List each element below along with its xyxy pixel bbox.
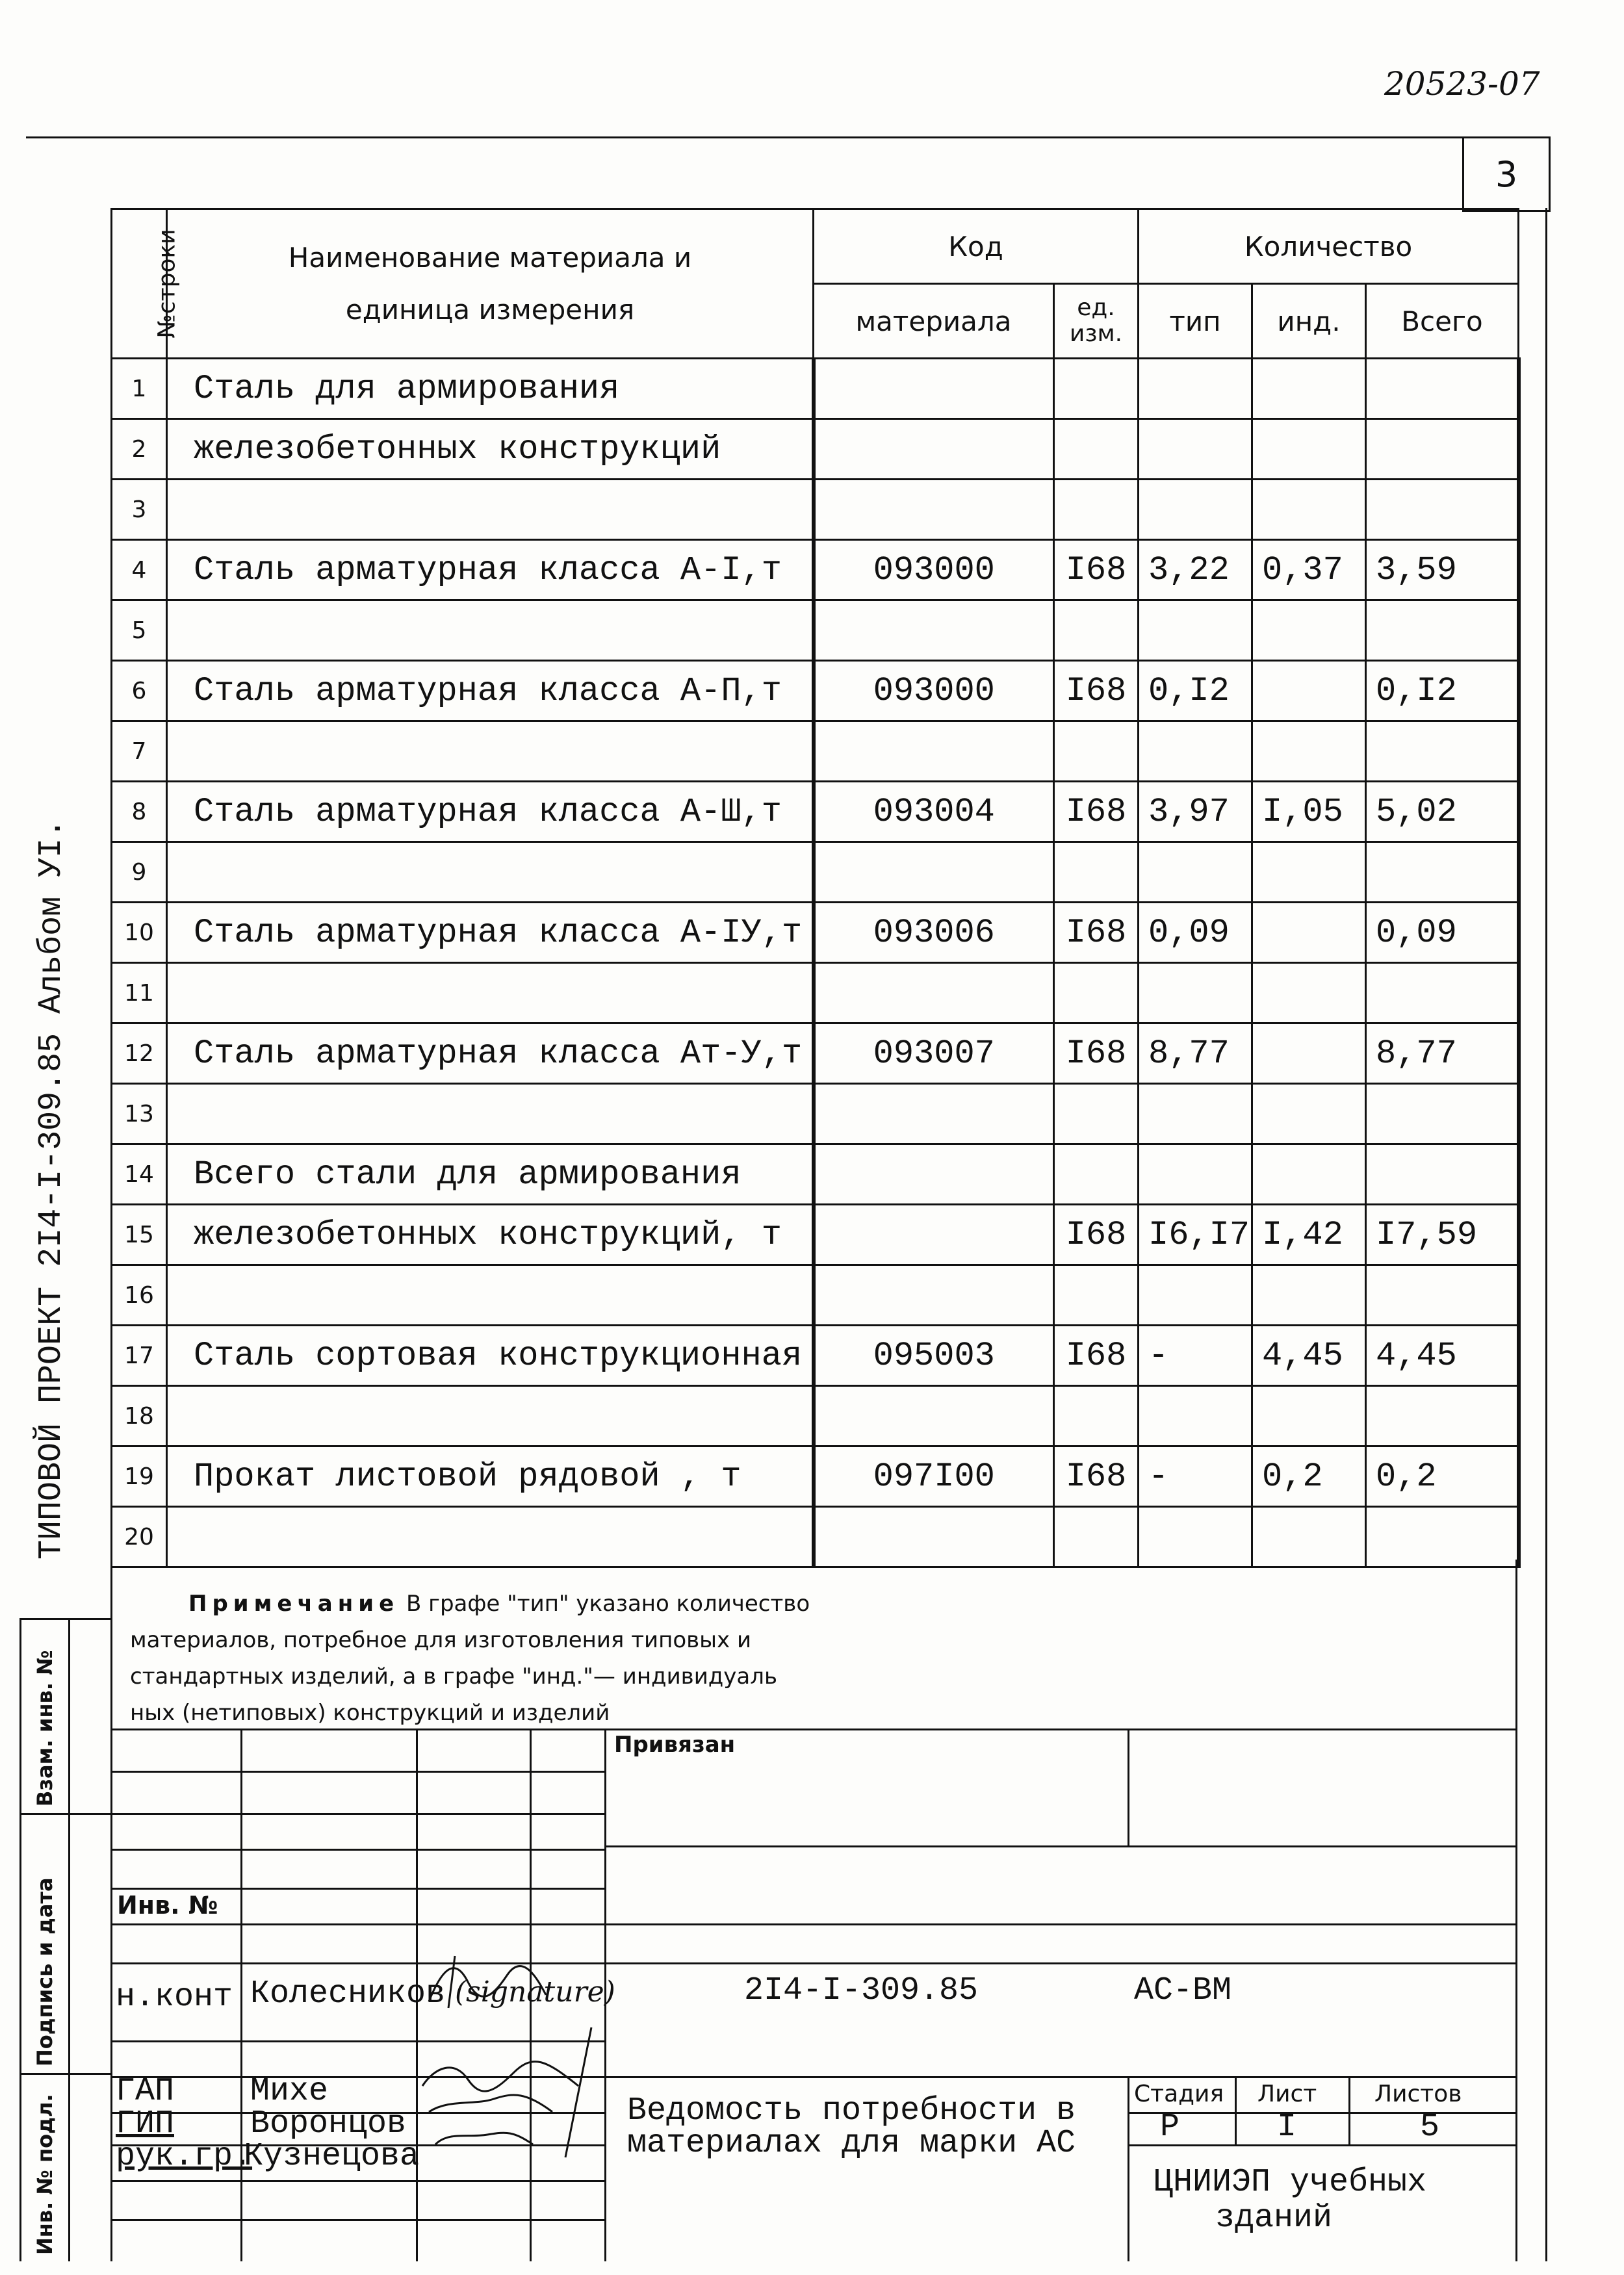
tb-v-1 [240,1729,242,2261]
qty-total-cell [1366,359,1519,419]
doc-title-line-2: материалах для марки АС [627,2125,1076,2162]
qty-total-cell [1366,1265,1519,1326]
qty-typ-cell [1139,721,1252,782]
qty-typ-cell: - [1139,1326,1252,1386]
n-kont-name: Колесников [250,1975,446,2012]
tb-h-6 [110,1962,1517,1964]
material-code-cell: 093007 [814,1023,1054,1084]
table-row [112,661,1519,721]
qty-typ-cell [1139,963,1252,1023]
table-row [112,540,1519,600]
note-line-2: материалов, потребное для изготовления типовых и [130,1627,752,1653]
material-code-cell [814,842,1054,903]
material-name-cell [167,1386,814,1446]
qty-typ-cell [1139,1386,1252,1446]
table-row [112,782,1519,842]
note-block [130,1586,1495,1731]
material-name-cell [167,1265,814,1326]
qty-ind-cell [1252,359,1366,419]
tb-stage-h-1 [1128,2112,1517,2114]
unit-code-cell: I68 [1054,903,1139,963]
stamp-divider-3 [19,2073,110,2075]
qty-ind-cell [1252,1386,1366,1446]
qty-total-cell [1366,1084,1519,1144]
qty-ind-cell [1252,842,1366,903]
qty-typ-cell [1139,480,1252,540]
material-name-cell [167,1507,814,1567]
row-number-cell: 17 [112,1326,167,1386]
unit-code-cell: I68 [1054,661,1139,721]
note-bottom-line [110,1729,1517,1730]
table-row [112,842,1519,903]
unit-code-cell [1054,963,1139,1023]
material-name-cell: Всего стали для армирования [167,1144,814,1205]
qty-ind-cell [1252,419,1366,480]
unit-code-cell [1054,1386,1139,1446]
table-row [112,1144,1519,1205]
n-kont-signature: (signature) [455,1975,615,2009]
gip-name: Воронцов [250,2105,407,2142]
note-line-3: стандартных изделий, а в графе "инд."— индивидуаль [130,1664,778,1690]
material-name-cell [167,842,814,903]
row-number-cell: 2 [112,419,167,480]
row-number-cell: 13 [112,1084,167,1144]
qty-total-cell [1366,419,1519,480]
unit-code-cell [1054,600,1139,661]
table-row [112,1507,1519,1567]
qty-ind-cell: I,42 [1252,1205,1366,1265]
material-code-cell [814,1386,1054,1446]
top-border-line [26,136,1462,138]
row-number-cell: 12 [112,1023,167,1084]
qty-ind-cell [1252,1084,1366,1144]
material-name-cell: Сталь арматурная класса А-Ш,т [167,782,814,842]
qty-typ-cell: 8,77 [1139,1023,1252,1084]
qty-typ-cell: I6,I7 [1139,1205,1252,1265]
code-group-header: Код [814,209,1139,284]
qty-typ-cell: 0,I2 [1139,661,1252,721]
material-code-cell: 095003 [814,1326,1054,1386]
material-name-cell: Сталь для армирования [167,359,814,419]
material-code-cell [814,1205,1054,1265]
material-code-cell: 093000 [814,661,1054,721]
qty-ind-cell [1252,1507,1366,1567]
qty-total-cell: 3,59 [1366,540,1519,600]
material-name-cell: Прокат листовой рядовой , т [167,1446,814,1507]
qty-total-cell: 8,77 [1366,1023,1519,1084]
side-project-title: ТИПОВОЙ ПРОЕКТ 2I4-I-309.85 Альбом УI. [33,818,70,1560]
qty-total-header: Всего [1366,284,1519,359]
material-name-cell: железобетонных конструкций [167,419,814,480]
qty-ind-cell [1252,903,1366,963]
tb-h-privyazan [604,1845,1517,1847]
unit-code-cell: I68 [1054,1023,1139,1084]
organization-line-2: зданий [1215,2200,1333,2237]
material-code-cell: 097I00 [814,1446,1054,1507]
material-code-cell [814,963,1054,1023]
material-name-cell [167,963,814,1023]
stage-label: Стадия [1134,2081,1224,2107]
unit-code-cell: I68 [1054,1326,1139,1386]
materials-table-body [112,359,1519,1567]
material-code-cell [814,480,1054,540]
qty-typ-cell: 3,97 [1139,782,1252,842]
unit-code-cell: I68 [1054,1446,1139,1507]
sheet-label: Лист [1257,2081,1317,2107]
unit-code-cell [1054,1265,1139,1326]
row-number-header: №строки [112,209,167,359]
qty-total-cell: 4,45 [1366,1326,1519,1386]
row-number-cell: 18 [112,1386,167,1446]
row-number-cell: 19 [112,1446,167,1507]
n-kont-role: н.конт [116,1979,233,2016]
qty-total-cell: 0,2 [1366,1446,1519,1507]
table-row [112,1326,1519,1386]
note-right-line [1515,1560,1517,2261]
materials-table [110,208,1521,1568]
stamp-signature-date: Подпись и дата [32,1877,57,2066]
qty-total-cell: I7,59 [1366,1205,1519,1265]
row-number-cell: 10 [112,903,167,963]
material-name-cell [167,721,814,782]
qty-typ-cell: - [1139,1446,1252,1507]
tb-stage-h-2 [1128,2144,1517,2146]
rukgr-name: Кузнецова [244,2138,420,2175]
material-code-cell [814,359,1054,419]
qty-total-cell [1366,480,1519,540]
qty-ind-cell [1252,1265,1366,1326]
qty-typ-cell [1139,1084,1252,1144]
material-name-cell: Сталь арматурная класса А-П,т [167,661,814,721]
row-number-cell: 7 [112,721,167,782]
sheet-value: I [1277,2109,1297,2146]
material-name-cell [167,1084,814,1144]
qty-typ-cell [1139,600,1252,661]
material-code-cell [814,721,1054,782]
gip-role: ГИП [116,2105,175,2142]
table-row [112,1205,1519,1265]
unit-code-cell: I68 [1054,782,1139,842]
row-number-cell: 6 [112,661,167,721]
doc-title-line-1: Ведомость потребности в [627,2092,1076,2129]
qty-ind-cell [1252,600,1366,661]
material-code-cell [814,600,1054,661]
qty-typ-cell [1139,419,1252,480]
qty-ind-header: инд. [1252,284,1366,359]
qty-ind-cell: I,05 [1252,782,1366,842]
stamp-divider-2 [19,1813,110,1815]
table-row [112,903,1519,963]
designation: 2I4-I-309.85 [744,1972,979,2009]
qty-typ-cell [1139,1507,1252,1567]
row-number-cell: 5 [112,600,167,661]
table-row [112,480,1519,540]
sheets-label: Листов [1374,2081,1462,2107]
qty-total-cell: 0,I2 [1366,661,1519,721]
row-number-cell: 9 [112,842,167,903]
qty-typ-cell [1139,1144,1252,1205]
table-row [112,359,1519,419]
qty-typ-cell: 0,09 [1139,903,1252,963]
unit-code-cell [1054,1507,1139,1567]
row-number-cell: 4 [112,540,167,600]
material-name-cell: Сталь сортовая конструкционная [167,1326,814,1386]
table-row [112,1386,1519,1446]
qty-total-cell [1366,1507,1519,1567]
qty-ind-cell [1252,963,1366,1023]
qty-total-cell [1366,1386,1519,1446]
material-name-cell: Сталь арматурная класса А-IУ,т [167,903,814,963]
material-code-cell [814,1265,1054,1326]
material-code-cell: 093004 [814,782,1054,842]
unit-code-cell [1054,842,1139,903]
note-label: Примечание [188,1591,400,1617]
name-header: Наименование материала и единица измерения [167,209,814,359]
material-code-cell: 093006 [814,903,1054,963]
unit-code-cell [1054,1144,1139,1205]
qty-ind-cell [1252,661,1366,721]
rukgr-role: рук.гр. [116,2138,253,2175]
tb-v-privyazan [1128,1729,1129,1845]
unit-code-header: ед. изм. [1054,284,1139,359]
qty-ind-cell: 0,37 [1252,540,1366,600]
stamp-inv-podl: Инв. № подл. [32,2094,57,2255]
unit-code-cell: I68 [1054,1205,1139,1265]
qty-ind-cell [1252,1144,1366,1205]
material-code-cell [814,1144,1054,1205]
signatures-drawing [416,1943,611,2157]
qty-total-cell [1366,963,1519,1023]
table-row [112,1023,1519,1084]
material-code-cell: 093000 [814,540,1054,600]
qty-typ-header: тип [1139,284,1252,359]
qty-typ-cell [1139,842,1252,903]
material-name-cell: Сталь арматурная класса Ат-У,т [167,1023,814,1084]
qty-ind-cell [1252,480,1366,540]
row-number-cell: 3 [112,480,167,540]
qty-ind-cell: 0,2 [1252,1446,1366,1507]
qty-ind-cell [1252,721,1366,782]
material-name-cell [167,600,814,661]
table-row [112,600,1519,661]
unit-code-cell [1054,480,1139,540]
table-row [112,1446,1519,1507]
qty-ind-cell: 4,45 [1252,1326,1366,1386]
unit-code-cell: I68 [1054,540,1139,600]
right-frame-line [1545,208,1547,2261]
qty-total-cell [1366,721,1519,782]
material-name-cell [167,480,814,540]
tb-h-5 [110,1923,1517,1925]
table-row [112,419,1519,480]
inv-no-label: Инв. № [117,1891,218,1920]
qty-typ-cell [1139,1265,1252,1326]
gap-name: Михе [250,2073,329,2110]
tb-stage-v-2 [1348,2076,1350,2144]
row-number-cell: 15 [112,1205,167,1265]
table-row [112,1265,1519,1326]
row-number-cell: 8 [112,782,167,842]
gap-role: ГАП [116,2073,175,2110]
table-row [112,721,1519,782]
qty-typ-cell [1139,359,1252,419]
privyazan-label: Привязан [614,1732,736,1758]
row-number-cell: 11 [112,963,167,1023]
unit-code-cell [1054,1084,1139,1144]
note-line-4: ных (нетиповых) конструкций и изделий [130,1700,610,1726]
qty-total-cell: 0,09 [1366,903,1519,963]
stamp-vzam-inv: Взам. инв. № [32,1650,57,1806]
row-number-cell: 14 [112,1144,167,1205]
qty-ind-cell [1252,1023,1366,1084]
material-code-cell [814,1084,1054,1144]
table-row [112,963,1519,1023]
qty-total-cell [1366,600,1519,661]
note-line-1: В графе "тип" указано количество [399,1591,810,1617]
organization-line-1: ЦНИИЭП учебных [1154,2164,1427,2201]
quantity-group-header: Количество [1139,209,1519,284]
handwritten-archive-number: 20523-07 [1384,65,1540,103]
qty-total-cell [1366,842,1519,903]
row-number-cell: 16 [112,1265,167,1326]
table-row [112,1084,1519,1144]
unit-code-cell [1054,359,1139,419]
material-code-header: материала [814,284,1054,359]
stage-value: Р [1160,2109,1180,2146]
tb-stage-v-1 [1235,2076,1237,2144]
row-number-cell: 20 [112,1507,167,1567]
sheet-number: 3 [1462,136,1551,212]
material-code-cell [814,1507,1054,1567]
material-code-cell [814,419,1054,480]
drawing-mark: АС-ВМ [1134,1972,1232,2009]
sheets-value: 5 [1420,2109,1440,2146]
unit-code-cell [1054,419,1139,480]
stamp-divider-1 [19,1618,110,1620]
stamp-column-right [68,1618,70,2261]
unit-code-cell [1054,721,1139,782]
qty-total-cell [1366,1144,1519,1205]
row-number-cell: 1 [112,359,167,419]
material-name-cell: Сталь арматурная класса А-I,т [167,540,814,600]
stamp-column-left [19,1618,21,2261]
material-name-cell: железобетонных конструкций, т [167,1205,814,1265]
qty-typ-cell: 3,22 [1139,540,1252,600]
tb-stage-v-left [1128,2076,1129,2261]
qty-total-cell: 5,02 [1366,782,1519,842]
